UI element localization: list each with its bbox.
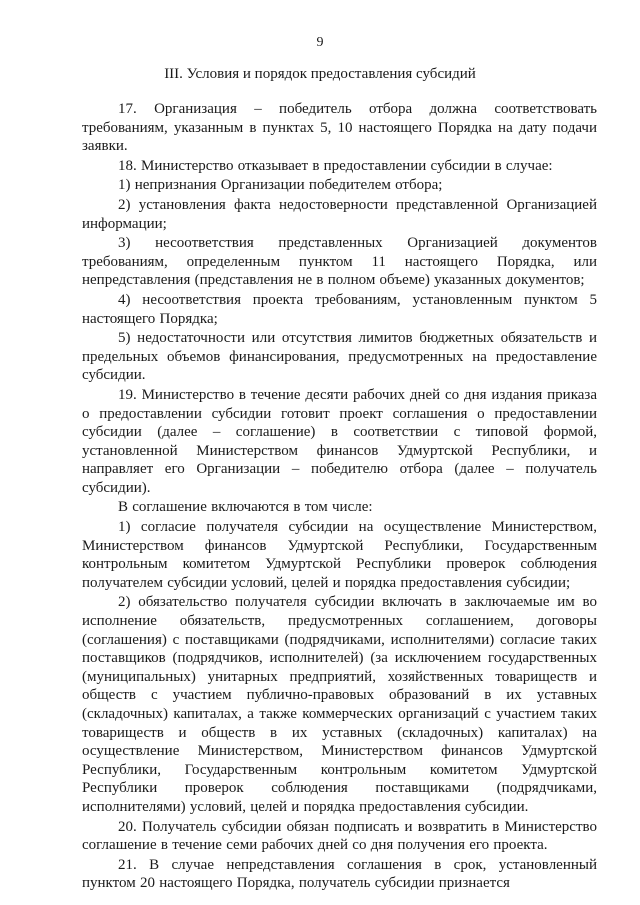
paragraph-19: 19. Министерство в течение десяти рабочих дней со дня издания приказа о предоставлении субсидии готовит проект соглашения о предоставлении субсидии (далее – соглашение) в соответствии с типовой формой, установленной Министерством финансов Удмуртской Республики, и направляет его Организации – победителю отбора (далее – получатель субсидии). bbox=[82, 386, 597, 496]
paragraph-19-item-1: 1) согласие получателя субсидии на осуществление Министерством, Министерством финансов Удмуртской Республики, Государственным контрольным комитетом Удмуртской Республики проверок соблюдения получателем субсидии условий, целей и порядка предоставления субсидии; bbox=[82, 519, 597, 591]
paragraph-20: 20. Получатель субсидии обязан подписать и возвратить в Министерство соглашение в течение семи рабочих дней со дня получения его проекта. bbox=[82, 818, 597, 854]
paragraph-18-item-4: 4) несоответствия проекта требованиям, установленным пунктом 5 настоящего Порядка; bbox=[82, 291, 597, 327]
paragraph-18: 18. Министерство отказывает в предоставлении субсидии в случае: bbox=[118, 157, 553, 174]
paragraph-18-item-1: 1) непризнания Организации победителем отбора; bbox=[118, 177, 443, 194]
paragraph-17: 17. Организация – победитель отбора должна соответствовать требованиям, указанным в пунктах 5, 10 настоящего Порядка на дату подачи заявки. bbox=[82, 101, 597, 155]
paragraph-18-item-5: 5) недостаточности или отсутствия лимитов бюджетных обязательств и предельных объемов финансирования, предусмотренных на предоставление субсидии. bbox=[82, 330, 597, 384]
paragraph-19-item-2: 2) обязательство получателя субсидии включать в заключаемые им во исполнение обязательств, предусмотренных соглашением, договоры (соглашения) с поставщиками (подрядчиками, исполнителями) согласие таких поставщиков (подрядчиков, исполнителей) (за исключением государственных (муниципальных) унитарных предприятий, хозяйственных товариществ и обществ с участием публично-правовых образований в их уставных (складочных) капиталах, а также коммерческих организаций с участием таких товариществ и обществ в их уставных (складочных) капиталах) на осуществление Министерством, Министерством финансов Удмуртской Республики, Государственным контрольным комитетом Удмуртской Республики проверок соблюдения поставщиками (подрядчиками, исполнителями) условий, целей и порядка предоставления субсидии. bbox=[82, 594, 597, 815]
document-body bbox=[82, 100, 597, 894]
paragraph-18-item-3: 3) несоответствия представленных Организацией документов требованиям, определенным пунктом 11 настоящего Порядка, или непредставления (представления не в полном объеме) указанных документов; bbox=[82, 235, 597, 289]
paragraph-21: 21. В случае непредставления соглашения в срок, установленный пунктом 20 настоящего Порядка, получатель субсидии признается bbox=[82, 856, 597, 892]
section-title: III. Условия и порядок предоставления субсидий bbox=[164, 66, 476, 82]
paragraph-18-item-2: 2) установления факта недостоверности представленной Организацией информации; bbox=[82, 196, 597, 232]
paragraph-19-intro: В соглашение включаются в том числе: bbox=[118, 499, 373, 516]
page-number: 9 bbox=[316, 35, 324, 50]
